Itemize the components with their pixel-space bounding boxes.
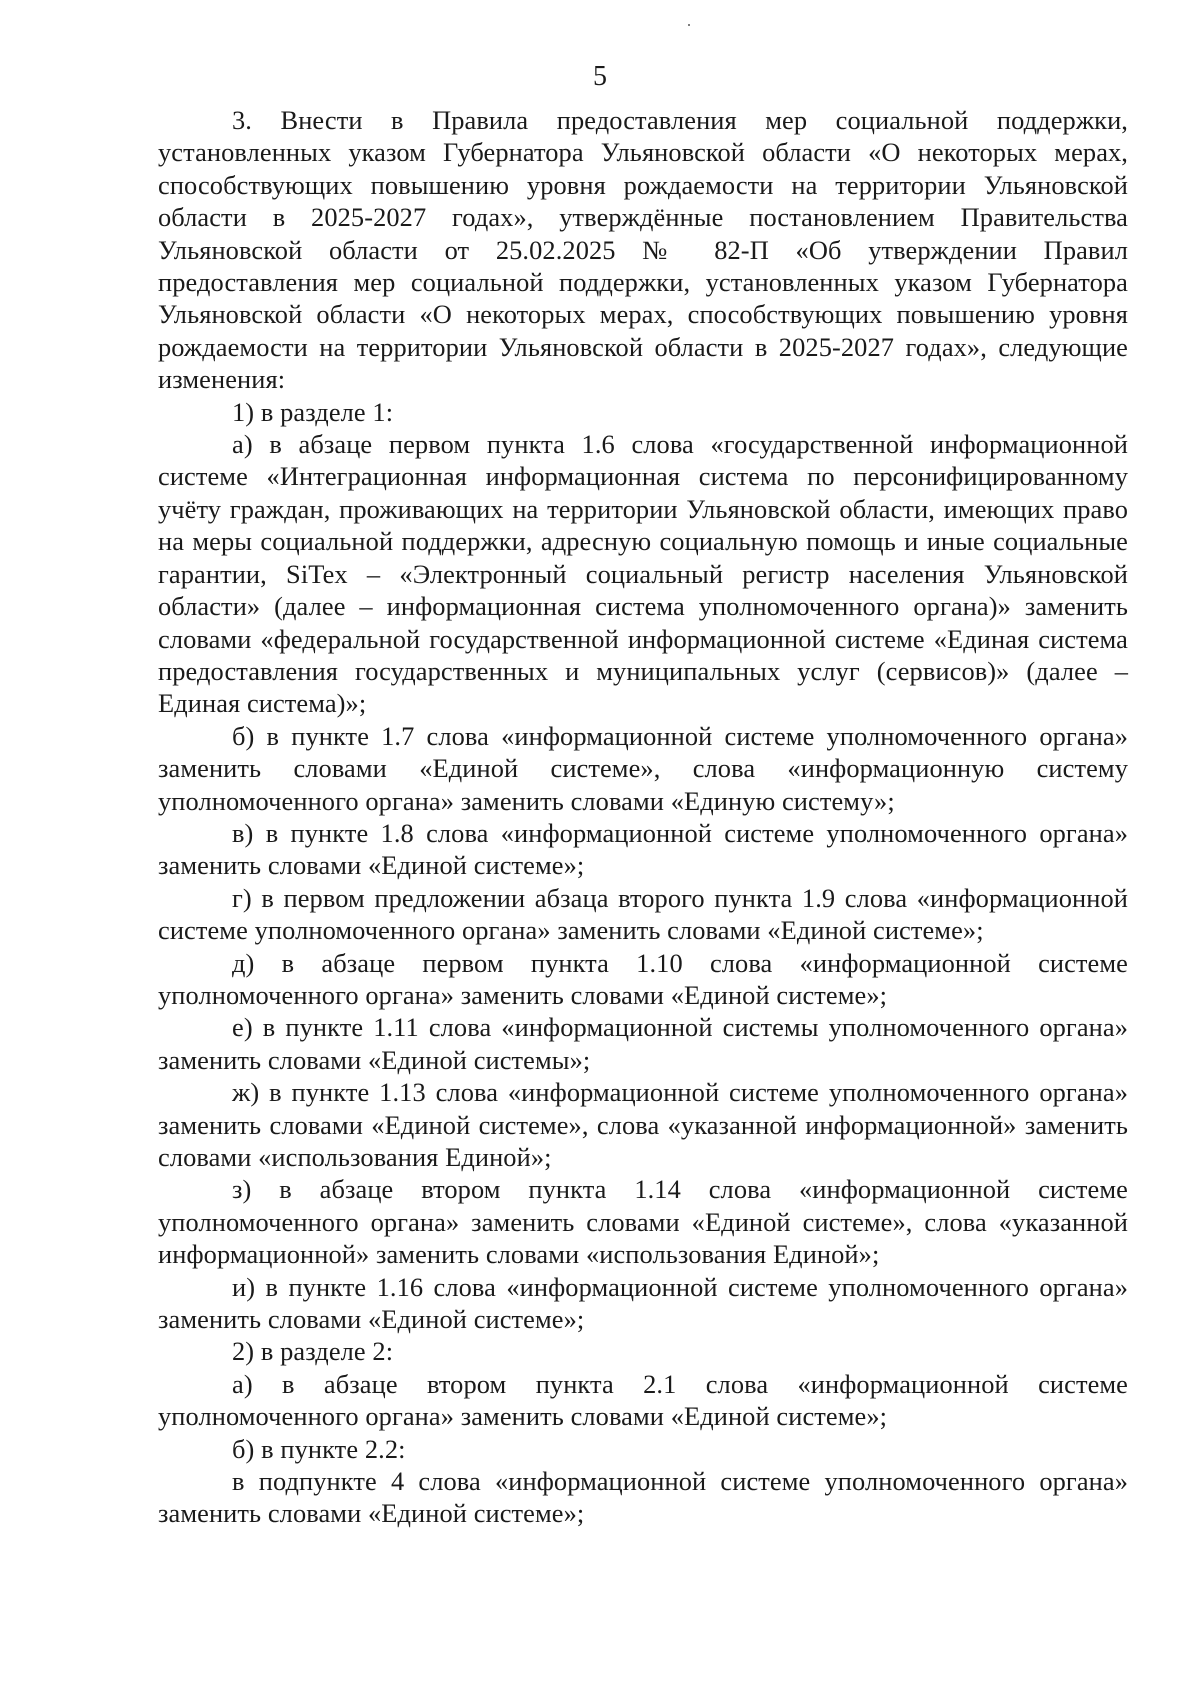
paragraph-section-2-subitem-b: б) в пункте 2.2: xyxy=(232,1433,406,1464)
paragraph-subitem-v: в) в пункте 1.8 слова «информационной системе уполномоченного органа» заменить словами «Единой системе»; xyxy=(158,817,1128,881)
paragraph-subitem-i: и) в пункте 1.16 слова «информационной системе уполномоченного органа» заменить словами «Единой системе»; xyxy=(158,1271,1128,1335)
paragraph-subitem-e: е) в пункте 1.11 слова «информационной системы уполномоченного органа» заменить словами «Единой системы»; xyxy=(158,1012,1128,1075)
paragraph-subitem-d: д) в абзаце первом пункта 1.10 слова «информационной системе уполномоченного органа» заменить словами «Единой системе»; xyxy=(158,947,1128,1010)
paragraph-subitem-g: г) в первом предложении абзаца второго пункта 1.9 слова «информационной системе уполномоченного органа» заменить словами «Единой системе»; xyxy=(158,882,1128,946)
paragraph-subitem-b: б) в пункте 1.7 слова «информационной системе уполномоченного органа» заменить словами «Единой системе», слова «информационную систему уполномоченного органа» заменить словами «Единую систему»; xyxy=(158,720,1128,816)
paragraph-item-3: 3. Внести в Правила предоставления мер социальной поддержки, установленных указом Губернатора Ульяновской области «О некоторых мерах, способствующих повышению уровня рождаемости на территории Ульяновской области в 2025-2027 годах», утверждённые постановлением Правительства Ульяновской области от 25.02.2025 № 82-П «Об утверждении Правил предоставления мер социальной поддержки, установленных указом Губернатора Ульяновской области «О некоторых мерах, способствующих повышению уровня рождаемости на территории Ульяновской области в 2025-2027 годах», следующие изменения: xyxy=(158,105,1128,395)
paragraph-section-1: 1) в разделе 1: xyxy=(232,396,394,427)
paragraph-section-2: 2) в разделе 2: xyxy=(232,1336,394,1367)
paragraph-subitem-z: з) в абзаце втором пункта 1.14 слова «информационной системе уполномоченного органа» заменить словами «Единой системе», слова «указанной информационной» заменить словами «использования Единой»; xyxy=(158,1174,1128,1270)
paragraph-subpoint-4: в подпункте 4 слова «информационной системе уполномоченного органа» заменить словами «Единой системе»; xyxy=(158,1466,1128,1529)
paragraph-subitem-zh: ж) в пункте 1.13 слова «информационной системе уполномоченного органа» заменить словами «Единой системе», слова «указанной информационной» заменить словами «использования Единой»; xyxy=(158,1077,1128,1172)
paragraph-section-2-subitem-a: а) в абзаце втором пункта 2.1 слова «информационной системе уполномоченного органа» заменить словами «Единой системе»; xyxy=(158,1368,1128,1432)
scan-speck xyxy=(688,24,690,26)
document-body xyxy=(158,104,1128,1530)
page-number: 5 xyxy=(593,61,607,92)
paragraph-subitem-a: а) в абзаце первом пункта 1.6 слова «государственной информационной системе «Интеграционная информационная система по персонифицированному учёту граждан, проживающих на территории Ульяновской области, имеющих право на меры социальной поддержки, адресную социальную помощь и иные социальные гарантии, SiTex – «Электронный социальный регистр населения Ульяновской области» (далее – информационная система уполномоченного органа)» заменить словами «федеральной государственной информационной системе «Единая система предоставления государственных и муниципальных услуг (сервисов)» (далее – Единая система)»; xyxy=(158,429,1128,719)
